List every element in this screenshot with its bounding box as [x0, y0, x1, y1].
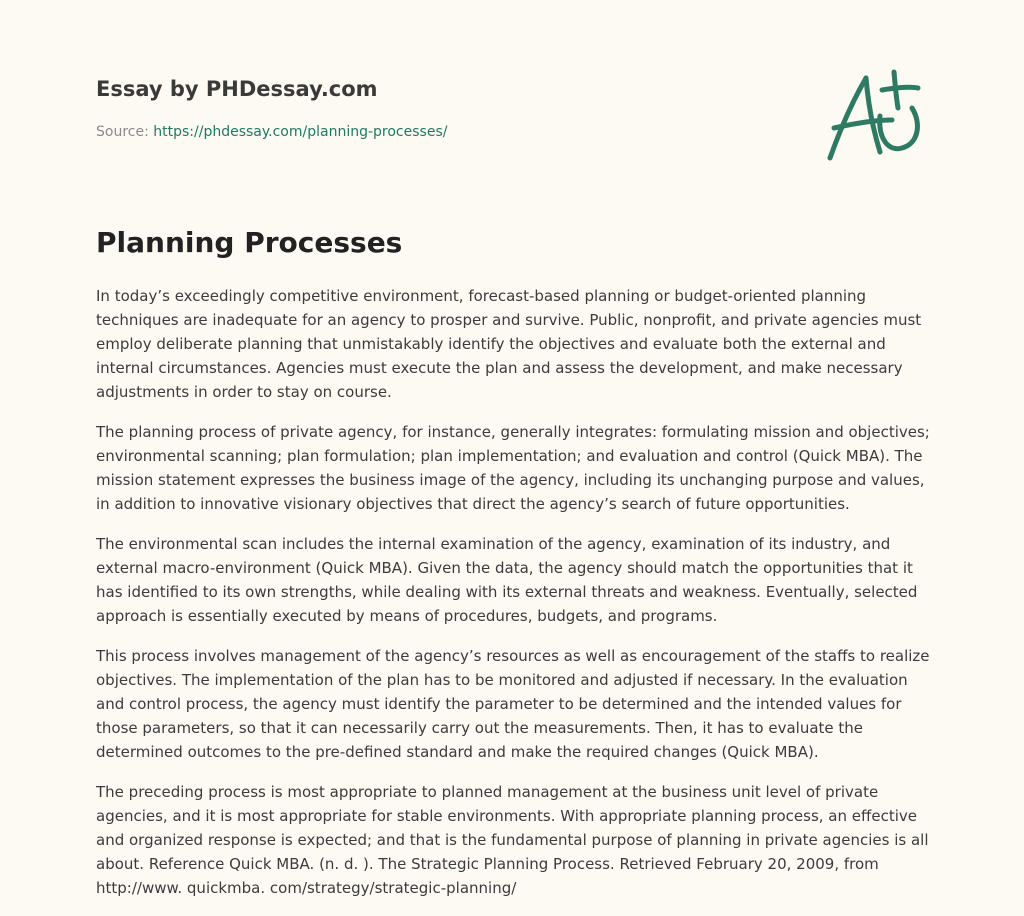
- source-link[interactable]: https://phdessay.com/planning-processes/: [153, 124, 448, 140]
- article-title: Planning Processes: [96, 226, 403, 259]
- source-line: [96, 124, 447, 140]
- paragraph: The planning process of private agency, for instance, generally integrates: formulating mission and objectives; environmental scanning; plan formulation; plan implementation; and evaluation and control (Quick MBA). The mission statement expresses the business image of the agency, including its unchanging purpose and values, in addition to innovative visionary objectives that direct the agency’s search of future opportunities.: [96, 423, 930, 513]
- paragraph: The environmental scan includes the internal examination of the agency, examination of its industry, and external macro-environment (Quick MBA). Given the data, the agency should match the opportunities that it has identified to its own strengths, while dealing with its external threats and weakness. Eventually, selected approach is essentially executed by means of procedures, budgets, and programs.: [96, 535, 918, 625]
- paragraph: This process involves management of the agency’s resources as well as encouragement of the staffs to realize objectives. The implementation of the plan has to be monitored and adjusted if necessary. In the evaluation and control process, the agency must identify the parameter to be determined and the intended values for those parameters, so that it can necessarily carry out the measurements. Then, it has to evaluate the determined outcomes to the pre-defined standard and make the required changes (Quick MBA).: [96, 647, 930, 761]
- article-body: [96, 284, 932, 916]
- paragraph: The preceding process is most appropriate to planned management at the business unit level of private agencies, and it is most appropriate for stable environments. With appropriate planning process, an effective and organized response is expected; and that is the fundamental purpose of planning in private agencies is all about. Reference Quick MBA. (n. d. ). The Strategic Planning Process. Retrieved February 20, 2009, from http://www. quickmba. com/strategy/strategic-planning/: [96, 783, 929, 897]
- source-label: Source:: [96, 124, 149, 140]
- paragraph: In today’s exceedingly competitive environment, forecast-based planning or budget-oriented planning techniques are inadequate for an agency to prosper and survive. Public, nonprofit, and private agencies must employ deliberate planning that unmistakably identify the objectives and evaluate both the external and internal circumstances. Agencies must execute the plan and assess the development, and make necessary adjustments in order to stay on course.: [96, 287, 922, 401]
- a-plus-logo-icon: [822, 68, 928, 164]
- site-brand: Essay by PHDessay.com: [96, 77, 378, 101]
